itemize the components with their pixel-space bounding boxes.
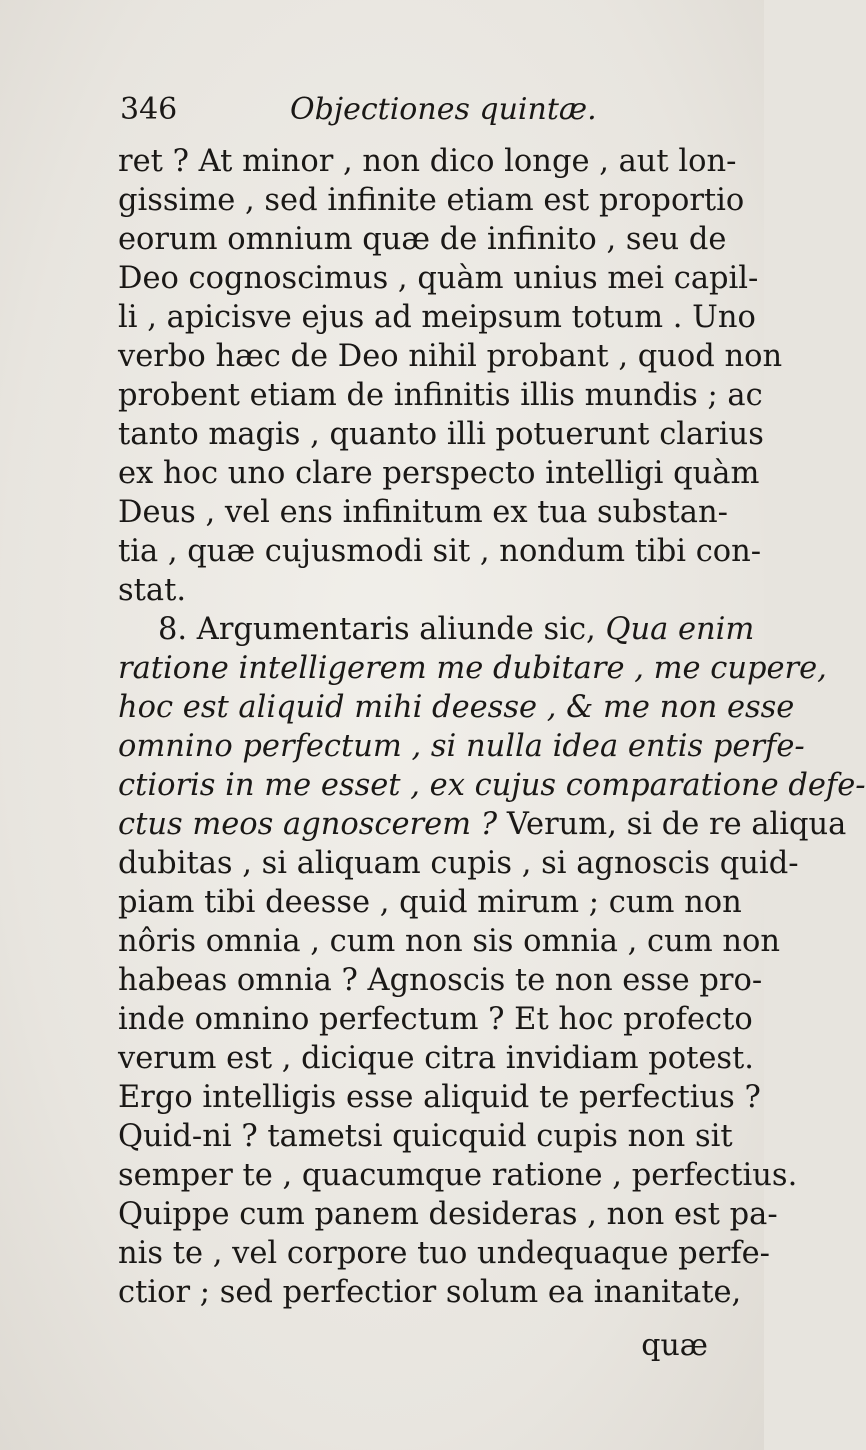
roman-text: Quid-ni ? tametsi quicquid cupis non sit — [118, 1119, 733, 1154]
italic-text: ctioris in me esset , ex cujus comparatione defe- — [118, 768, 866, 803]
italic-text: omnino perfectum , si nulla idea entis perfe- — [118, 729, 805, 764]
italic-text: hoc est aliquid mihi deesse , & me non esse — [118, 690, 795, 725]
roman-text: Quippe cum panem desideras , non est pa- — [118, 1197, 778, 1232]
roman-text: dubitas , si aliquam cupis , si agnoscis quid- — [118, 846, 799, 881]
text-line — [118, 844, 799, 883]
roman-text: stat. — [118, 573, 187, 608]
roman-text: Deus , vel ens infinitum ex tua substan- — [118, 495, 728, 530]
text-line — [118, 1117, 733, 1156]
roman-text: inde omnino perfectum ? Et hoc profecto — [118, 1002, 753, 1037]
roman-text: semper te , quacumque ratione , perfectius. — [118, 1158, 798, 1193]
text-line — [118, 415, 764, 454]
roman-text: probent etiam de infinitis illis mundis ; ac — [118, 378, 763, 413]
roman-text: ctior ; sed perfectior solum ea inanitate, — [118, 1275, 742, 1310]
text-line — [118, 883, 742, 922]
text-line — [118, 727, 805, 766]
roman-text: tanto magis , quanto illi potuerunt clarius — [118, 417, 764, 452]
italic-text: Qua enim — [605, 612, 755, 647]
roman-text: verbo hæc de Deo nihil probant , quod non — [118, 339, 783, 374]
body-text — [118, 142, 866, 1312]
roman-text: gissime , sed infinite etiam est proportio — [118, 183, 745, 218]
text-line — [118, 376, 763, 415]
text-line — [118, 142, 737, 181]
text-line — [118, 1078, 761, 1117]
roman-text: li , apicisve ejus ad meipsum totum . Uno — [118, 300, 756, 335]
text-line — [118, 922, 781, 961]
text-line — [118, 493, 728, 532]
page-number: 346 — [120, 92, 178, 127]
text-line — [118, 1000, 753, 1039]
roman-text: nis te , vel corpore tuo undequaque perfe- — [118, 1236, 770, 1271]
text-line — [118, 649, 827, 688]
text-line — [118, 454, 760, 493]
roman-text: Deo cognoscimus , quàm unius mei capil- — [118, 261, 759, 296]
roman-text: Ergo intelligis esse aliquid te perfectius ? — [118, 1080, 761, 1115]
text-line — [118, 688, 795, 727]
roman-text: 8. Argumentaris aliunde sic, — [158, 612, 606, 647]
text-line — [118, 532, 762, 571]
text-line — [118, 1195, 778, 1234]
roman-text: Verum, si de re aliqua — [506, 807, 847, 842]
page-header — [120, 92, 720, 132]
roman-text: habeas omnia ? Agnoscis te non esse pro- — [118, 963, 763, 998]
roman-text: piam tibi deesse , quid mirum ; cum non — [118, 885, 742, 920]
text-line — [118, 298, 756, 337]
roman-text: nôris omnia , cum non sis omnia , cum non — [118, 924, 781, 959]
text-line — [118, 1273, 742, 1312]
text-line — [118, 337, 783, 376]
roman-text: verum est , dicique citra invidiam potest. — [118, 1041, 755, 1076]
text-line — [118, 220, 727, 259]
text-line — [118, 961, 763, 1000]
roman-text: tia , quæ cujusmodi sit , nondum tibi con- — [118, 534, 762, 569]
italic-text: ctus meos agnoscerem ? — [118, 807, 507, 842]
text-line — [118, 1234, 770, 1273]
text-line — [118, 610, 755, 649]
text-line — [118, 1156, 798, 1195]
roman-text: ret ? At minor , non dico longe , aut lon- — [118, 144, 737, 179]
text-line — [118, 181, 745, 220]
italic-text: ratione intelligerem me dubitare , me cupere, — [118, 651, 827, 686]
running-title: Objectiones quintæ. — [290, 92, 597, 127]
text-line — [118, 805, 847, 844]
text-line — [118, 766, 866, 805]
text-line — [118, 259, 759, 298]
catchword: quæ — [641, 1328, 708, 1363]
text-line — [118, 1039, 755, 1078]
roman-text: eorum omnium quæ de infinito , seu de — [118, 222, 727, 257]
roman-text: ex hoc uno clare perspecto intelligi quàm — [118, 456, 760, 491]
text-line — [118, 571, 712, 610]
